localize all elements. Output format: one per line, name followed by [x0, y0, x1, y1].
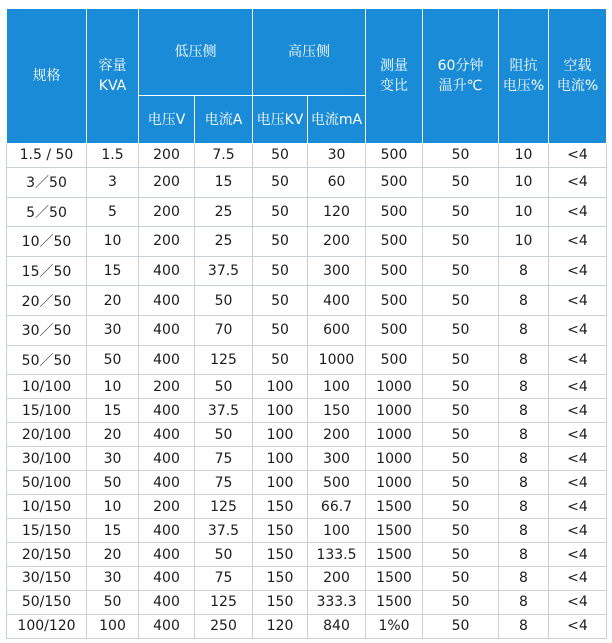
low-voltage-cell: 400	[139, 543, 195, 567]
low-voltage-cell: 400	[139, 399, 195, 423]
low-voltage-cell: 400	[139, 256, 195, 286]
temp-rise-cell: 50	[423, 345, 499, 375]
ratio-cell: 1500	[366, 519, 423, 543]
high-voltage-cell: 150	[253, 495, 308, 519]
spec-cell: 3／50	[7, 167, 87, 197]
capacity-cell: 50	[87, 590, 139, 614]
temp-rise-cell: 50	[423, 316, 499, 346]
high-voltage-cell: 50	[253, 197, 308, 227]
table-row	[7, 566, 607, 590]
ratio-cell: 1%0	[366, 614, 423, 638]
high-current-cell: 100	[308, 375, 366, 399]
capacity-cell: 20	[87, 423, 139, 447]
ratio-cell: 1500	[366, 566, 423, 590]
table-row	[7, 495, 607, 519]
capacity-cell: 1.5	[87, 144, 139, 168]
low-current-cell: 7.5	[195, 144, 253, 168]
high-current-cell: 1000	[308, 345, 366, 375]
low-current-cell: 70	[195, 316, 253, 346]
spec-cell: 20／50	[7, 286, 87, 316]
spec-cell: 50/100	[7, 471, 87, 495]
header-low-current: 电流A	[195, 96, 253, 144]
high-current-cell: 100	[308, 519, 366, 543]
capacity-cell: 30	[87, 566, 139, 590]
ratio-cell: 1000	[366, 399, 423, 423]
spec-cell: 10／50	[7, 227, 87, 257]
low-current-cell: 75	[195, 447, 253, 471]
low-voltage-cell: 200	[139, 495, 195, 519]
low-voltage-cell: 200	[139, 144, 195, 168]
low-voltage-cell: 200	[139, 167, 195, 197]
header-temp-line1: 60分钟	[437, 58, 484, 74]
high-voltage-cell: 100	[253, 447, 308, 471]
ratio-cell: 500	[366, 345, 423, 375]
impedance-cell: 8	[499, 316, 549, 346]
spec-cell: 100/120	[7, 614, 87, 638]
temp-rise-cell: 50	[423, 144, 499, 168]
high-current-cell: 300	[308, 256, 366, 286]
noload-current-cell: <4	[549, 495, 607, 519]
spec-cell: 50／50	[7, 345, 87, 375]
header-noload-current	[549, 9, 607, 144]
low-voltage-cell: 400	[139, 447, 195, 471]
high-voltage-cell: 50	[253, 286, 308, 316]
header-high-current: 电流mA	[308, 96, 366, 144]
spec-cell: 15/100	[7, 399, 87, 423]
low-current-cell: 50	[195, 286, 253, 316]
spec-cell: 10/100	[7, 375, 87, 399]
low-voltage-cell: 400	[139, 590, 195, 614]
low-voltage-cell: 400	[139, 286, 195, 316]
table-row	[7, 519, 607, 543]
header-noload-line2: 电流%	[556, 78, 599, 94]
capacity-cell: 50	[87, 345, 139, 375]
low-current-cell: 37.5	[195, 519, 253, 543]
low-current-cell: 125	[195, 590, 253, 614]
low-current-cell: 250	[195, 614, 253, 638]
temp-rise-cell: 50	[423, 423, 499, 447]
high-voltage-cell: 100	[253, 423, 308, 447]
high-current-cell: 120	[308, 197, 366, 227]
low-voltage-cell: 200	[139, 375, 195, 399]
high-voltage-cell: 150	[253, 590, 308, 614]
low-current-cell: 15	[195, 167, 253, 197]
low-voltage-cell: 400	[139, 345, 195, 375]
ratio-cell: 500	[366, 144, 423, 168]
high-voltage-cell: 100	[253, 375, 308, 399]
temp-rise-cell: 50	[423, 447, 499, 471]
header-high-side: 高压侧	[253, 9, 366, 96]
high-current-cell: 400	[308, 286, 366, 316]
impedance-cell: 10	[499, 167, 549, 197]
low-current-cell: 50	[195, 375, 253, 399]
header-low-voltage: 电压V	[139, 96, 195, 144]
temp-rise-cell: 50	[423, 471, 499, 495]
low-voltage-cell: 200	[139, 197, 195, 227]
impedance-cell: 8	[499, 375, 549, 399]
impedance-cell: 8	[499, 590, 549, 614]
high-voltage-cell: 50	[253, 316, 308, 346]
table-row	[7, 316, 607, 346]
spec-cell: 5／50	[7, 197, 87, 227]
high-current-cell: 133.5	[308, 543, 366, 567]
ratio-cell: 500	[366, 197, 423, 227]
header-noload-line1: 空载	[563, 58, 592, 74]
ratio-cell: 1000	[366, 471, 423, 495]
ratio-cell: 1000	[366, 423, 423, 447]
temp-rise-cell: 50	[423, 614, 499, 638]
capacity-cell: 10	[87, 227, 139, 257]
high-voltage-cell: 50	[253, 144, 308, 168]
header-capacity-line1: 容量	[98, 58, 127, 74]
header-temp-rise	[423, 9, 499, 144]
capacity-cell: 10	[87, 495, 139, 519]
high-current-cell: 150	[308, 399, 366, 423]
header-ratio-line1: 测量	[380, 58, 408, 74]
low-current-cell: 75	[195, 566, 253, 590]
high-current-cell: 333.3	[308, 590, 366, 614]
header-temp-line2: 温升℃	[438, 78, 483, 94]
noload-current-cell: <4	[549, 471, 607, 495]
impedance-cell: 8	[499, 447, 549, 471]
ratio-cell: 500	[366, 227, 423, 257]
table-body	[7, 144, 607, 639]
capacity-cell: 10	[87, 375, 139, 399]
high-voltage-cell: 120	[253, 614, 308, 638]
temp-rise-cell: 50	[423, 167, 499, 197]
ratio-cell: 500	[366, 167, 423, 197]
table-row	[7, 614, 607, 638]
noload-current-cell: <4	[549, 423, 607, 447]
impedance-cell: 8	[499, 566, 549, 590]
noload-current-cell: <4	[549, 286, 607, 316]
high-current-cell: 200	[308, 227, 366, 257]
header-spec: 规格	[7, 9, 87, 144]
spec-cell: 20/150	[7, 543, 87, 567]
spec-cell: 30/150	[7, 566, 87, 590]
noload-current-cell: <4	[549, 543, 607, 567]
noload-current-cell: <4	[549, 519, 607, 543]
impedance-cell: 8	[499, 519, 549, 543]
impedance-cell: 10	[499, 227, 549, 257]
noload-current-cell: <4	[549, 144, 607, 168]
noload-current-cell: <4	[549, 227, 607, 257]
table-row	[7, 447, 607, 471]
high-voltage-cell: 150	[253, 519, 308, 543]
table-header	[7, 9, 607, 144]
noload-current-cell: <4	[549, 566, 607, 590]
ratio-cell: 1500	[366, 543, 423, 567]
impedance-cell: 8	[499, 495, 549, 519]
low-current-cell: 37.5	[195, 399, 253, 423]
low-current-cell: 75	[195, 471, 253, 495]
header-impedance-line2: 电压%	[502, 78, 545, 94]
capacity-cell: 15	[87, 519, 139, 543]
capacity-cell: 15	[87, 256, 139, 286]
temp-rise-cell: 50	[423, 566, 499, 590]
high-voltage-cell: 150	[253, 543, 308, 567]
temp-rise-cell: 50	[423, 197, 499, 227]
low-voltage-cell: 400	[139, 471, 195, 495]
high-current-cell: 30	[308, 144, 366, 168]
spec-cell: 1.5 / 50	[7, 144, 87, 168]
ratio-cell: 500	[366, 286, 423, 316]
low-current-cell: 37.5	[195, 256, 253, 286]
temp-rise-cell: 50	[423, 519, 499, 543]
high-voltage-cell: 50	[253, 256, 308, 286]
noload-current-cell: <4	[549, 197, 607, 227]
high-voltage-cell: 50	[253, 227, 308, 257]
low-voltage-cell: 400	[139, 519, 195, 543]
low-current-cell: 50	[195, 543, 253, 567]
high-voltage-cell: 100	[253, 471, 308, 495]
low-voltage-cell: 200	[139, 227, 195, 257]
impedance-cell: 8	[499, 543, 549, 567]
noload-current-cell: <4	[549, 316, 607, 346]
noload-current-cell: <4	[549, 614, 607, 638]
noload-current-cell: <4	[549, 447, 607, 471]
high-current-cell: 200	[308, 423, 366, 447]
high-current-cell: 500	[308, 471, 366, 495]
table-row	[7, 144, 607, 168]
impedance-cell: 10	[499, 197, 549, 227]
table-row	[7, 590, 607, 614]
high-voltage-cell: 150	[253, 566, 308, 590]
table-row	[7, 375, 607, 399]
impedance-cell: 8	[499, 471, 549, 495]
temp-rise-cell: 50	[423, 375, 499, 399]
noload-current-cell: <4	[549, 256, 607, 286]
header-impedance-line1: 阻抗	[509, 58, 538, 74]
noload-current-cell: <4	[549, 345, 607, 375]
table-row	[7, 543, 607, 567]
low-current-cell: 125	[195, 495, 253, 519]
impedance-cell: 8	[499, 423, 549, 447]
header-capacity	[87, 9, 139, 144]
impedance-cell: 10	[499, 144, 549, 168]
header-impedance	[499, 9, 549, 144]
table-row	[7, 256, 607, 286]
low-current-cell: 125	[195, 345, 253, 375]
ratio-cell: 1000	[366, 375, 423, 399]
spec-cell: 30／50	[7, 316, 87, 346]
impedance-cell: 8	[499, 345, 549, 375]
table-row	[7, 227, 607, 257]
high-current-cell: 300	[308, 447, 366, 471]
high-voltage-cell: 50	[253, 167, 308, 197]
high-voltage-cell: 100	[253, 399, 308, 423]
noload-current-cell: <4	[549, 399, 607, 423]
table-row	[7, 471, 607, 495]
transformer-spec-table	[6, 8, 607, 639]
low-current-cell: 50	[195, 423, 253, 447]
ratio-cell: 1000	[366, 447, 423, 471]
capacity-cell: 50	[87, 471, 139, 495]
temp-rise-cell: 50	[423, 495, 499, 519]
capacity-cell: 15	[87, 399, 139, 423]
temp-rise-cell: 50	[423, 227, 499, 257]
table-row	[7, 399, 607, 423]
capacity-cell: 20	[87, 286, 139, 316]
temp-rise-cell: 50	[423, 590, 499, 614]
low-voltage-cell: 400	[139, 316, 195, 346]
low-current-cell: 25	[195, 197, 253, 227]
high-current-cell: 60	[308, 167, 366, 197]
high-voltage-cell: 50	[253, 345, 308, 375]
impedance-cell: 8	[499, 286, 549, 316]
high-current-cell: 66.7	[308, 495, 366, 519]
temp-rise-cell: 50	[423, 256, 499, 286]
ratio-cell: 1500	[366, 495, 423, 519]
noload-current-cell: <4	[549, 375, 607, 399]
temp-rise-cell: 50	[423, 543, 499, 567]
capacity-cell: 100	[87, 614, 139, 638]
header-low-side: 低压侧	[139, 9, 253, 96]
header-ratio-line2: 变比	[380, 78, 408, 94]
high-current-cell: 840	[308, 614, 366, 638]
noload-current-cell: <4	[549, 590, 607, 614]
header-high-voltage: 电压KV	[253, 96, 308, 144]
impedance-cell: 8	[499, 256, 549, 286]
table-row	[7, 345, 607, 375]
impedance-cell: 8	[499, 399, 549, 423]
capacity-cell: 5	[87, 197, 139, 227]
capacity-cell: 30	[87, 316, 139, 346]
spec-cell: 20/100	[7, 423, 87, 447]
low-current-cell: 25	[195, 227, 253, 257]
header-ratio	[366, 9, 423, 144]
capacity-cell: 30	[87, 447, 139, 471]
ratio-cell: 500	[366, 316, 423, 346]
temp-rise-cell: 50	[423, 286, 499, 316]
spec-cell: 10/150	[7, 495, 87, 519]
spec-cell: 15／50	[7, 256, 87, 286]
table-row	[7, 423, 607, 447]
high-current-cell: 200	[308, 566, 366, 590]
capacity-cell: 3	[87, 167, 139, 197]
header-capacity-line2: KVA	[98, 78, 127, 94]
ratio-cell: 500	[366, 256, 423, 286]
noload-current-cell: <4	[549, 167, 607, 197]
table-row	[7, 197, 607, 227]
table-row	[7, 286, 607, 316]
spec-cell: 15/150	[7, 519, 87, 543]
impedance-cell: 8	[499, 614, 549, 638]
high-current-cell: 600	[308, 316, 366, 346]
spec-cell: 50/150	[7, 590, 87, 614]
low-voltage-cell: 400	[139, 423, 195, 447]
ratio-cell: 1500	[366, 590, 423, 614]
table-row	[7, 167, 607, 197]
low-voltage-cell: 400	[139, 566, 195, 590]
low-voltage-cell: 400	[139, 614, 195, 638]
capacity-cell: 20	[87, 543, 139, 567]
spec-cell: 30/100	[7, 447, 87, 471]
temp-rise-cell: 50	[423, 399, 499, 423]
